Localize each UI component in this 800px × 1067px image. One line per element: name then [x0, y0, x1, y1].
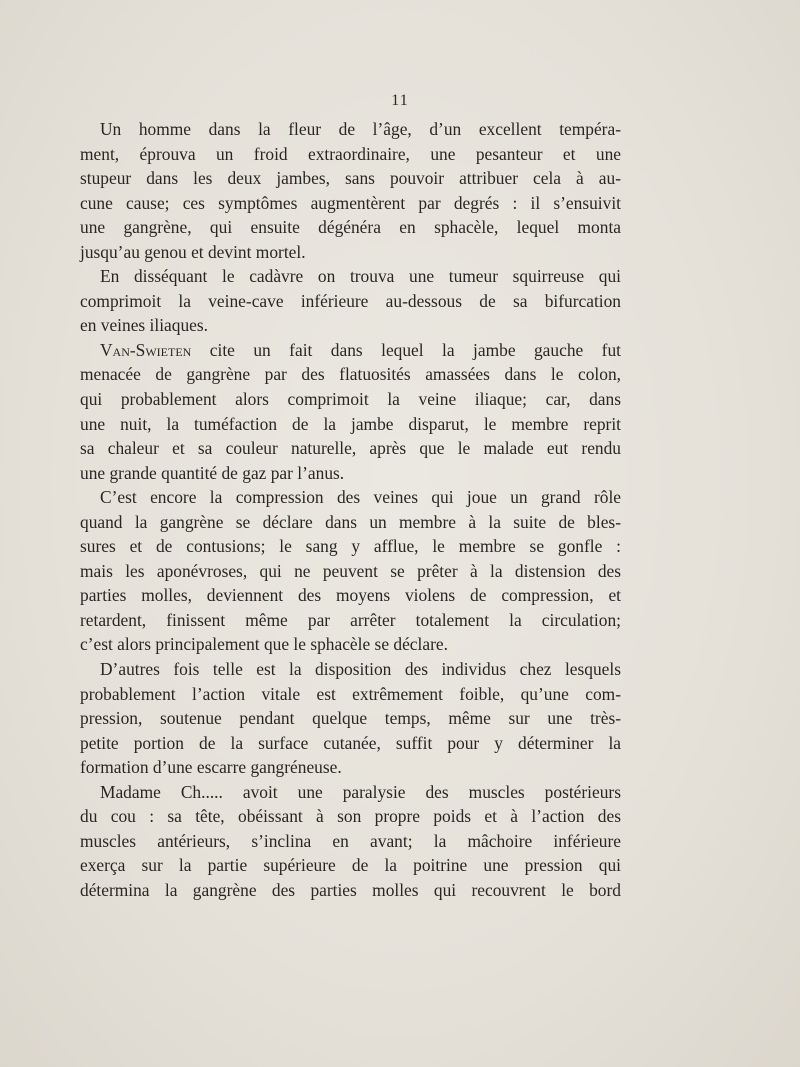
text-line — [80, 240, 621, 265]
text-line-content: comprimoit la veine-cave inférieure au-dessous de sa bifurcation — [80, 290, 621, 311]
text-line-content: sa chaleur et sa couleur naturelle, après que le malade eut rendu — [80, 438, 621, 459]
text-line-content: Un homme dans la fleur de l’âge, d’un excellent tempéra- — [100, 119, 621, 139]
text-line — [80, 632, 621, 657]
text-line — [80, 436, 621, 461]
text-line — [80, 608, 621, 633]
text-line-content: du cou : sa tête, obéissant à son propre poids et à l’action des — [80, 806, 621, 827]
text-line — [80, 215, 621, 240]
text-line-content: probablement l’action vitale est extrêmement foible, qu’une com- — [80, 683, 621, 704]
text-line — [80, 755, 621, 780]
text-line-content: une grande quantité de gaz par l’anus. — [80, 462, 345, 483]
text-line-content: pression, soutenue pendant quelque temps, même sur une très- — [80, 708, 621, 729]
text-line — [80, 117, 621, 142]
text-line-content: cite un fait dans lequel la jambe gauche fut — [209, 339, 621, 360]
text-line-content: en veines iliaques. — [80, 315, 208, 336]
text-line-content: détermina la gangrène des parties molles qui recouvrent le bord — [80, 879, 621, 900]
text-line — [80, 804, 621, 829]
author-name: Van-Swieten — [100, 339, 192, 360]
text-line-content: ment, éprouva un froid extraordinaire, une pesanteur et une — [80, 143, 621, 164]
text-line-content: cune cause; ces symptômes augmentèrent par degrés : il s’ensuivit — [80, 192, 621, 213]
text-line — [80, 657, 621, 682]
text-line-content: c’est alors principalement que le sphacèle se déclare. — [80, 634, 448, 655]
text-line-content: une nuit, la tuméfaction de la jambe disparut, le membre reprit — [80, 413, 621, 434]
text-line-content: muscles antérieurs, s’inclina en avant; la mâchoire inférieure — [80, 830, 621, 851]
text-line-content: petite portion de la surface cutanée, suffit pour y déterminer la — [80, 732, 621, 753]
text-line-content: retardent, finissent même par arrêter totalement la circulation; — [80, 609, 621, 630]
body-text — [80, 117, 621, 903]
text-line — [80, 412, 621, 437]
text-line — [80, 166, 621, 191]
text-line-content: Madame Ch..... avoit une paralysie des muscles postérieurs — [100, 781, 621, 802]
text-line — [80, 878, 621, 903]
text-line-content: sures et de contusions; le sang y afflue, le membre se gonfle : — [80, 536, 621, 557]
text-line — [80, 362, 621, 387]
text-line-content: stupeur dans les deux jambes, sans pouvoir attribuer cela à au- — [80, 168, 621, 189]
text-line — [80, 313, 621, 338]
text-line-content: formation d’une escarre gangréneuse. — [80, 757, 342, 778]
text-line-content: exerça sur la partie supérieure de la poitrine une pression qui — [80, 855, 621, 876]
text-line — [80, 289, 621, 314]
text-line-content: une gangrène, qui ensuite dégénéra en sphacèle, lequel monta — [80, 217, 621, 238]
text-line — [80, 485, 621, 510]
text-line — [80, 461, 621, 486]
text-line — [80, 731, 621, 756]
text-line — [80, 510, 621, 535]
text-line-content: mais les aponévroses, qui ne peuvent se prêter à la distension des — [80, 560, 621, 581]
text-line-content: jusqu’au genou et devint mortel. — [80, 241, 306, 262]
text-line — [80, 338, 621, 363]
text-line — [80, 387, 621, 412]
text-line — [80, 142, 621, 167]
text-line — [80, 583, 621, 608]
page-number: 11 — [391, 92, 409, 109]
text-line-content: parties molles, deviennent des moyens violens de compression, et — [80, 585, 621, 606]
text-line — [80, 853, 621, 878]
text-line — [80, 534, 621, 559]
text-line — [80, 559, 621, 584]
text-line — [80, 264, 621, 289]
text-line — [80, 829, 621, 854]
text-line — [80, 780, 621, 805]
text-line — [80, 706, 621, 731]
text-line — [80, 682, 621, 707]
text-line-content: qui probablement alors comprimoit la veine iliaque; car, dans — [80, 389, 621, 410]
text-line-content: menacée de gangrène par des flatuosités amassées dans le colon, — [80, 364, 621, 385]
text-line-content: quand la gangrène se déclare dans un membre à la suite de bles- — [80, 511, 621, 532]
text-line-content: D’autres fois telle est la disposition des individus chez lesquels — [100, 659, 621, 680]
text-line-content: En disséquant le cadàvre on trouva une tumeur squirreuse qui — [100, 266, 621, 287]
text-line-content: C’est encore la compression des veines qui joue un grand rôle — [100, 487, 621, 508]
text-line — [80, 191, 621, 216]
